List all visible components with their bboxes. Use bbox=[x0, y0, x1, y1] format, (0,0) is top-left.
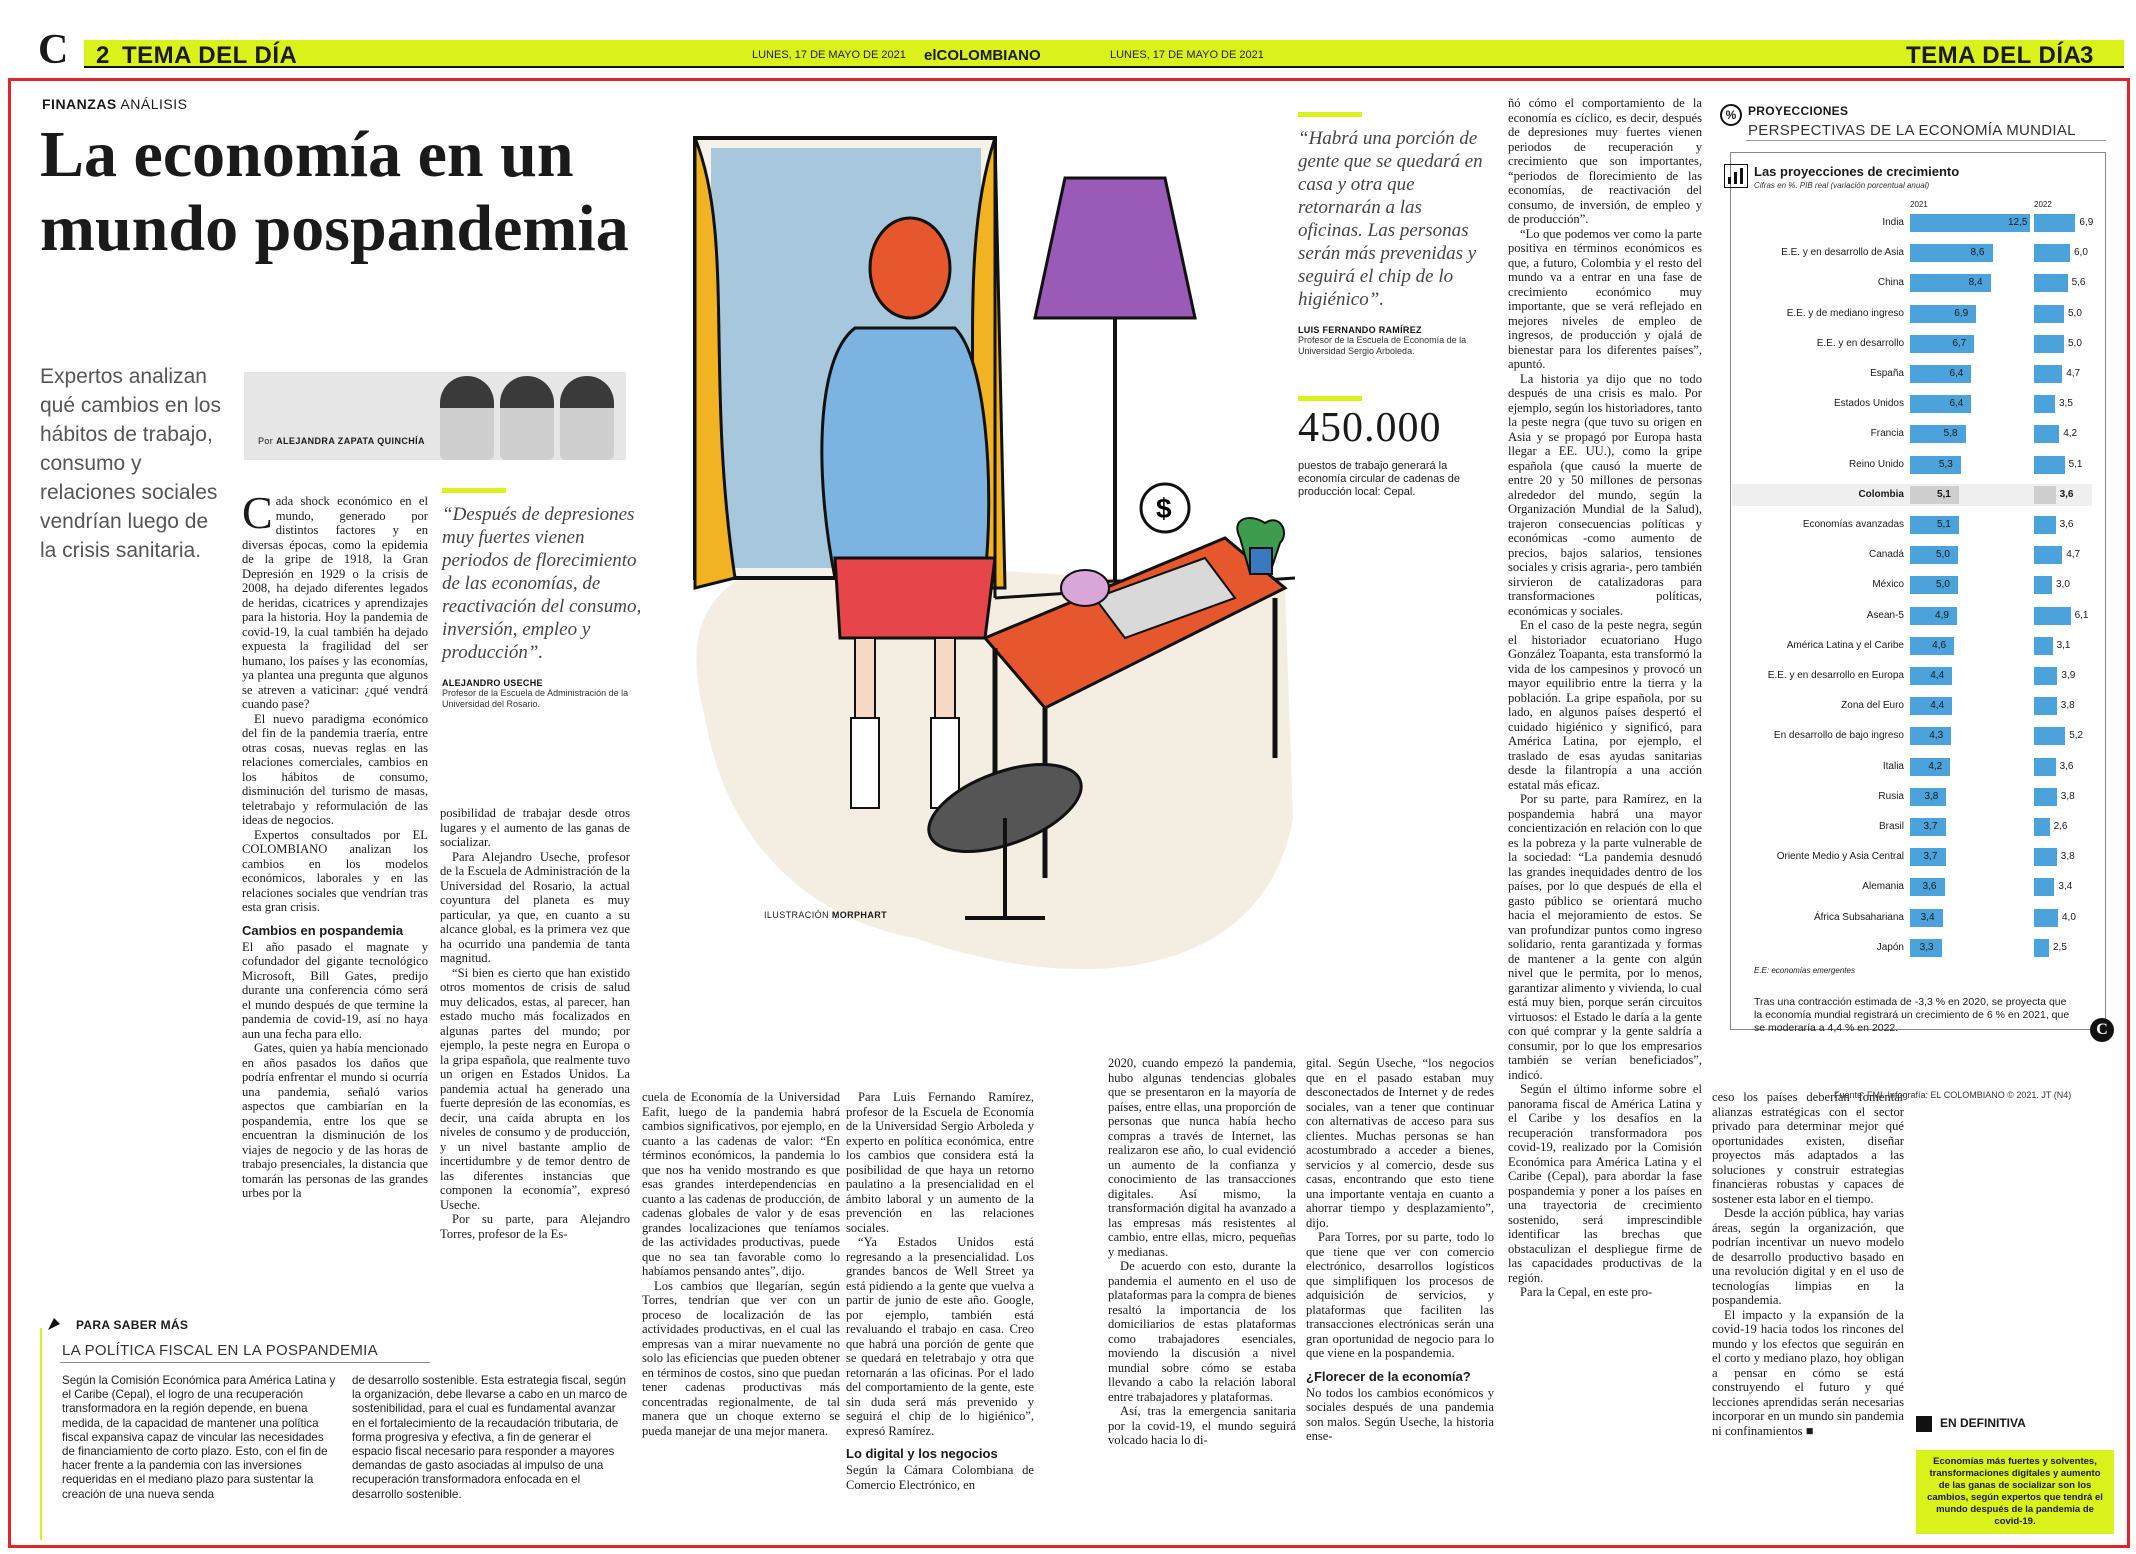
bar-2021 bbox=[1910, 576, 1958, 594]
chart-row bbox=[1732, 514, 2092, 536]
bar-2021 bbox=[1910, 516, 1959, 534]
value-label-2022: 3,4 bbox=[2058, 881, 2073, 893]
bar-2022 bbox=[2034, 878, 2054, 896]
value-label-2022: 5,1 bbox=[2068, 458, 2083, 470]
value-label-2021: 4,9 bbox=[1935, 609, 1949, 621]
chart-note: E.E: economías emergentes bbox=[1754, 966, 1855, 975]
paragraph: ceso los países deberían fomentar alianzas estratégicas con el sector privado para determinar mejor qué oportunidades existen, diseñar proyectos más adaptados a las soluciones y construir estrategias financieras robustas y capaces de sostener esta labor en el tiempo. bbox=[1712, 1090, 1904, 1206]
value-label-2022: 3,9 bbox=[2061, 670, 2076, 681]
article-dek: Expertos analizan qué cambios en los hábitos de trabajo, consumo y relaciones sociales vendrían luego de la crisis sanitaria. bbox=[40, 365, 221, 562]
drop-cap: C bbox=[242, 487, 273, 538]
article-column-2 bbox=[440, 806, 630, 1241]
bar-2022 bbox=[2034, 395, 2055, 413]
bar-2022 bbox=[2034, 909, 2058, 927]
bar-chart-icon bbox=[1724, 164, 1748, 188]
chart-row bbox=[1732, 574, 2092, 596]
value-label-2022: 3,6 bbox=[2059, 488, 2074, 500]
pull-quote-ramirez bbox=[1298, 112, 1488, 357]
value-label-2022: 5,0 bbox=[2068, 337, 2082, 349]
category-label: E.E. y en desarrollo en Europa bbox=[1767, 670, 1904, 681]
quote-role: Profesor de la Escuela de Administración de la Universidad del Rosario. bbox=[442, 688, 629, 709]
chart-row bbox=[1732, 725, 2092, 747]
category-label: E.E. y de mediano ingreso bbox=[1786, 307, 1904, 319]
quote-name: LUIS FERNANDO RAMÍREZ bbox=[1298, 325, 1422, 335]
category-label: Italia bbox=[1882, 760, 1904, 772]
paragraph: posibilidad de trabajar desde otros lugares y el aumento de las ganas de socializar. bbox=[440, 806, 630, 849]
author-photo bbox=[440, 376, 494, 460]
credit-prefix: ILUSTRACIÓN bbox=[764, 910, 829, 920]
growth-projections-chart bbox=[1714, 100, 2118, 1060]
value-label-2022: 2,6 bbox=[2053, 821, 2068, 832]
bar-2022 bbox=[2034, 305, 2064, 323]
value-label-2021: 4,6 bbox=[1932, 639, 1947, 651]
chart-row bbox=[1732, 907, 2092, 929]
chart-row bbox=[1732, 484, 2092, 506]
author-photo bbox=[500, 376, 554, 460]
chart-inner-title: Las proyecciones de crecimiento bbox=[1754, 164, 1960, 179]
bar-2022 bbox=[2034, 425, 2059, 443]
article-column-6 bbox=[1306, 1056, 1494, 1444]
bar-2022 bbox=[2034, 818, 2050, 836]
bar-2022 bbox=[2034, 788, 2057, 806]
chart-row bbox=[1732, 212, 2092, 234]
right-section-title: TEMA DEL DÍA bbox=[1906, 42, 2082, 69]
category-label: México bbox=[1872, 579, 1904, 591]
dollar-sign: $ bbox=[1156, 493, 1172, 524]
category-label: China bbox=[1877, 277, 1904, 289]
byline-box bbox=[244, 372, 626, 460]
paragraph: Para la Cepal, en este pro- bbox=[1520, 1285, 1653, 1299]
article-column-7 bbox=[1508, 96, 1702, 1300]
paragraph: El impacto y la expansión de la covid-19 hacia todos los rincones del mundo y los efectos que seguirán en el corto y mediano plazo, hoy obligan a pensar en cómo se está construyendo el futuro y qué lecciones aprendidas serán necesarias incorporar en un mundo sin pandemia ni confinamientos ■ bbox=[1712, 1307, 1904, 1438]
para-saber-mas-box bbox=[40, 1318, 630, 1540]
value-label-2021: 3,8 bbox=[1924, 790, 1939, 802]
value-label-2021: 5,3 bbox=[1938, 458, 1953, 470]
paragraph: El nuevo paradigma económico del fin de la pandemia traería, entre otras cosas, nuevas reglas en las relaciones comerciales, cambios en los hábitos de consumo, disminución del turismo de masas, teletrabajo y reformulación de las ideas de negocios. bbox=[242, 711, 428, 827]
bar-2022 bbox=[2034, 274, 2068, 292]
chart-row bbox=[1732, 272, 2092, 294]
value-label-2021: 8,6 bbox=[1970, 247, 1985, 259]
chart-row bbox=[1732, 333, 2092, 355]
value-label-2021: 4,4 bbox=[1930, 700, 1945, 712]
value-label-2021: 12,5 bbox=[2008, 217, 2028, 228]
en-definitiva-title: EN DEFINITIVA bbox=[1940, 1416, 2026, 1430]
left-section-title: TEMA DEL DÍA bbox=[122, 42, 298, 69]
sidebar-column-2: de desarrollo sostenible. Esta estrategia fiscal, según la organización, debe llevarse a cabo en un marco de sostenibilidad, para el cual es fundamental avanzar en el fortalecimiento de la recaudación tributaria, de forma progresiva y efectiva, a fin de generar el espacio fiscal necesario para responder a mayores demandas de gasto asociadas al impulso de una recuperación transformadora enfocada en el desarrollo sostenible. bbox=[352, 1374, 628, 1501]
value-label-2022: 3,1 bbox=[2056, 639, 2071, 651]
illustration-art bbox=[665, 118, 1295, 978]
subhead: ¿Florecer de la economía? bbox=[1306, 1368, 1471, 1384]
category-label: Asean-5 bbox=[1866, 609, 1904, 621]
category-label: India bbox=[1882, 217, 1904, 228]
chart-row bbox=[1732, 303, 2092, 325]
category-label: Oriente Medio y Asia Central bbox=[1776, 851, 1904, 863]
chart-source: Fuente: FMI. Infografía: EL COLOMBIANO © 2021. JT (N4) bbox=[1834, 1090, 2072, 1100]
paragraph: En el caso de la peste negra, según el historiador ecuatoriano Hugo González Toapanta, esta transformó la vida de los campesinos y provocó un mayor equilibrio entre la tierra y la población. La gripe española, por su lado, en algunos países despertó el cuidado higiénico y significó, para América Latina, por ejemplo, el traslado de esas ayudas sanitarias desde la filantropía a una acción estatal más eficaz. bbox=[1508, 618, 1702, 792]
value-label-2022: 3,6 bbox=[2059, 519, 2074, 530]
value-label-2022: 3,0 bbox=[2056, 579, 2070, 591]
illustration bbox=[665, 118, 1295, 978]
category-label: Estados Unidos bbox=[1833, 398, 1904, 410]
quote-text: “Después de depresiones muy fuertes vienen periodos de florecimiento de las economías, de reactivación del consumo, inversión, empleo y producción”. bbox=[442, 504, 642, 663]
stat-caption: puestos de trabajo generará la economía circular de cadenas de producción local: Cepal. bbox=[1298, 460, 1461, 498]
value-label-2021: 5,0 bbox=[1936, 579, 1950, 591]
stat-rule bbox=[1298, 396, 1362, 401]
chart-title-rule bbox=[1746, 140, 2106, 141]
chart-row bbox=[1732, 846, 2092, 868]
category-label: Economías avanzadas bbox=[1802, 519, 1904, 530]
chart-row bbox=[1732, 695, 2092, 717]
chart-row bbox=[1732, 363, 2092, 385]
paragraph: La historia ya dijo que no todo después de una crisis es malo. Por ejemplo, según los historiadores, tanto la peste negra (que tuvo su origen en Asia y se propagó por Europa hasta llegar a EE. UU.), como la gripe española (que causó la muerte de entre 20 y 50 millones de personas alrededor del mundo, según la Organización Mundial de la Salud), trajeron consecuencias políticas y económicas -como aumento de precios, bajos salarios, tensiones sociales y crisis agraria-, pero también sirvieron de catalizadoras para transformaciones políticas, económicas y sociales. bbox=[1508, 371, 1702, 618]
chart-row bbox=[1732, 756, 2092, 778]
chart-footnote: Tras una contracción estimada de -3,3 % en 2020, se proyecta que la economía mundial registrará un crecimiento de 6 % en 2021, que se moderaría a 4,4 % en 2022. bbox=[1754, 996, 2070, 1034]
chart-row bbox=[1732, 937, 2092, 959]
bar-2022 bbox=[2034, 697, 2057, 715]
bar-2022 bbox=[2034, 546, 2062, 564]
paragraph: Por su parte, para Alejandro Torres, profesor de la Es- bbox=[440, 1212, 630, 1241]
chart-row bbox=[1732, 393, 2092, 415]
quote-role: Profesor de la Escuela de Economía de la Universidad Sergio Arboleda. bbox=[1298, 335, 1467, 356]
chart-row bbox=[1732, 876, 2092, 898]
value-label-2021: 6,9 bbox=[1954, 307, 1969, 319]
brand-name: elCOLOMBIANO bbox=[924, 47, 1041, 64]
illustration-credit bbox=[764, 910, 887, 920]
left-page-number: 2 bbox=[96, 42, 110, 69]
value-label-2022: 2,5 bbox=[2053, 941, 2067, 953]
right-date: LUNES, 17 DE MAYO DE 2021 bbox=[1110, 49, 1264, 61]
quote-rule bbox=[442, 488, 506, 493]
value-label-2022: 6,9 bbox=[2079, 217, 2094, 228]
bar-2022 bbox=[2034, 244, 2070, 262]
sidebar-accent-line bbox=[40, 1328, 42, 1540]
paragraph: Así, tras la emergencia sanitaria por la covid-19, el mundo seguirá volcado hacia lo di- bbox=[1108, 1404, 1296, 1447]
article-kicker bbox=[42, 96, 187, 112]
bar-2021 bbox=[1910, 546, 1958, 564]
value-label-2022: 4,0 bbox=[2062, 911, 2076, 923]
category-label: América Latina y el Caribe bbox=[1786, 639, 1904, 651]
pull-quote-useche bbox=[442, 488, 642, 710]
chart-row bbox=[1732, 242, 2092, 264]
percent-icon: % bbox=[1720, 104, 1742, 126]
category-label: Alemania bbox=[1862, 881, 1904, 893]
paragraph: Para Luis Fernando Ramírez, profesor de la Escuela de Economía de la Universidad Sergio Arboleda y experto en política económica, entre los cambios que considera está la posibilidad de que haya un retorno paulatino a la presencialidad en el ámbito laboral y un aumento de la prevención en las relaciones sociales. bbox=[846, 1090, 1034, 1235]
paragraph: “Ya Estados Unidos está regresando a la presencialidad. Los grandes bancos de Well Street ya está pidiendo a la gente que vuelva a partir de junio de este año. Google, por ejemplo, también está revaluando el trabajo en casa. Creo que habrá una porción de gente que se quedará en teletrabajo y otra que retornarán a las oficinas. Por el lado del comportamiento de la gente, este sin duda será más prevenido y seguirá el chip de lo higiénico”, expresó Ramírez. bbox=[846, 1235, 1034, 1438]
paragraph: ñó cómo el comportamiento de la economía es cíclico, es decir, después de depresiones muy fuertes vienen periodos de recuperación y crecimiento que son importantes, “periodos de florecimiento de las economías, de reactivación del consumo, de inversión, de empleo y de producción”. bbox=[1508, 96, 1702, 226]
paragraph: Para Alejandro Useche, profesor de la Escuela de Administración de la Universidad del Rosario, la actual coyuntura del planeta es muy particular, ya que, en cuanto a su alcance global, es la primera vez que ha ocurrido una pandemia de tanta magnitud. bbox=[440, 849, 630, 965]
bar-2022 bbox=[2034, 576, 2052, 594]
bar-2022 bbox=[2034, 939, 2049, 957]
en-definitiva-body: Economías más fuertes y solventes, transformaciones digitales y aumento de las ganas de socializar son los cambios, según expertos que tendrá el mundo después de la pandemia de covid-19. bbox=[1916, 1450, 2114, 1534]
value-label-2022: 4,2 bbox=[2063, 428, 2078, 440]
author-photo bbox=[560, 376, 614, 460]
value-label-2021: 4,4 bbox=[1930, 670, 1945, 681]
bar-2022 bbox=[2034, 335, 2064, 353]
chart-row bbox=[1732, 816, 2092, 838]
bar-2022 bbox=[2034, 486, 2056, 504]
value-label-2021: 3,6 bbox=[1922, 881, 1937, 893]
byline bbox=[258, 436, 425, 446]
paragraph: 2020, cuando empezó la pandemia, hubo algunas tendencias globales que se presentaron en la mayoría de países, entre ellas, una proporción de personas que nunca había hecho compras a través de Internet, las realizaron ese año, lo cual evidenció un aumento de la confianza y conocimiento de las transacciones digitales. Así mismo, la transformación digital ha avanzado a las empresas más resistentes al cambio, entre ellas, micro, pequeñas y medianas. bbox=[1108, 1056, 1296, 1259]
sidebar-column-1: Según la Comisión Económica para América Latina y el Caribe (Cepal), el logro de una recuperación transformadora en la región depende, en buena medida, de la capacidad de mantener una política fiscal expansiva capaz de vincular las necesidades de financiamiento de corto plazo. Esto, con el fin de hacer frente a la pandemia con las inversiones requeridas en el mediano plazo para sustentar la creación de una nueva senda bbox=[62, 1374, 336, 1501]
chart-row bbox=[1732, 786, 2092, 808]
value-label-2022: 3,8 bbox=[2060, 851, 2075, 863]
sidebar-kicker: PARA SABER MÁS bbox=[76, 1318, 189, 1332]
bar-2022 bbox=[2034, 365, 2062, 383]
sidebar-title-rule bbox=[60, 1362, 430, 1363]
bar-2022 bbox=[2034, 848, 2057, 866]
value-label-2021: 5,8 bbox=[1943, 428, 1958, 440]
chart-row bbox=[1732, 635, 2092, 657]
value-label-2021: 6,4 bbox=[1949, 398, 1964, 410]
quote-name: ALEJANDRO USECHE bbox=[442, 678, 543, 688]
series-label-2021: 2021 bbox=[1910, 200, 1928, 209]
rocket-icon bbox=[44, 1314, 64, 1334]
quote-rule bbox=[1298, 112, 1362, 117]
value-label-2022: 3,6 bbox=[2059, 760, 2074, 772]
paragraph: Expertos consultados por EL COLOMBIANO analizan los cambios en los modelos económicos, laborales y en las relaciones sociales que vendrían tras esta gran crisis. bbox=[242, 827, 428, 914]
chart-row bbox=[1732, 605, 2092, 627]
value-label-2021: 4,2 bbox=[1928, 760, 1943, 772]
paragraph: Los cambios que llegarían, según Torres, tendrían que ver con un proceso de localización de las actividades productivas, en el cual las empresas van a mirar nuevamente no solo las eficiencias que pueden obtener en términos de costos, sino que puedan tener cadenas productivas más concentradas regionalmente, de tal manera que un choque externo se pueda manejar de una mejor manera. bbox=[642, 1278, 840, 1438]
chart-row bbox=[1732, 454, 2092, 476]
article-column-5 bbox=[1108, 1056, 1296, 1448]
bar-2022 bbox=[2034, 607, 2071, 625]
chart-kicker: PROYECCIONES bbox=[1748, 104, 1849, 118]
newspaper-logo: C bbox=[2090, 1018, 2114, 1042]
paragraph: “Si bien es cierto que han existido otros momentos de crisis de salud muy delicados, estas, al parecer, han estado mucho más focalizados en algunas partes del mundo; por ejemplo, la peste negra en Europa o la gripa española, que realmente tuvo un origen en Estados Unidos. La pandemia actual ha generado una fuerte depresión de las economías, es decir, una caída abrupta en los niveles de consumo y de producción, y un nivel bastante amplio de incertidumbre y de temor dentro de las diferentes instancias que componen la economía”, expresó Useche. bbox=[440, 965, 630, 1212]
bar-2021 bbox=[1910, 486, 1959, 504]
article-column-1 bbox=[242, 487, 428, 1201]
article-headline: La economía en un mundo pospandemia bbox=[40, 118, 629, 265]
value-label-2022: 5,0 bbox=[2068, 307, 2082, 319]
value-label-2021: 5,1 bbox=[1936, 519, 1951, 530]
bar-2022 bbox=[2034, 727, 2065, 745]
paragraph: No todos los cambios económicos y sociales después de una pandemia son malos. Según Useche, la historia ense- bbox=[1306, 1385, 1494, 1443]
byline-author: ALEJANDRA ZAPATA QUINCHÍA bbox=[276, 436, 425, 446]
right-page-number: 3 bbox=[2080, 42, 2094, 69]
en-definitiva-box bbox=[1916, 1416, 2114, 1534]
credit-name: MORPHART bbox=[831, 910, 888, 920]
subhead: Cambios en pospandemia bbox=[242, 922, 404, 938]
value-label-2021: 6,4 bbox=[1949, 368, 1964, 379]
paragraph: Por su parte, para Ramírez, en la pospandemia habrá una mayor concientización en relación con lo que es la pobreza y la parte vulnerable de la sociedad: “La pandemia desnudó las grandes inequidades dentro de los países, por lo que después de ella el gasto público se orientará mucho hacia el mejoramiento de estos. Se van profundizar puntos como ingreso solidario, renta garantizada y formas de mantener a la gente con algún nivel que le permita, por lo menos, garantizar alimento y vivienda, lo cual está muy bien, porque serán circuitos virtuosos: el Estado le daría a la gente con qué comprar y la gente saldría a consumir, por lo que los empresarios también se verían beneficiados”, indicó. bbox=[1508, 792, 1702, 1082]
value-label-2022: 3,8 bbox=[2060, 790, 2075, 802]
paragraph: Gates, quien ya había mencionado en años pasados los daños que podría enfrentar el mundo si ocurría una pandemia, señaló varios aspectos que cambiarían en la pospandemia, entre los que se encuentran la disminución de los viajes de negocio y de las horas de trabajo presenciales, la distancia que tomarán las personas de las grandes urbes por la bbox=[242, 1041, 428, 1200]
paragraph: De acuerdo con esto, durante la pandemia el aumento en el uso de plataformas para la compra de bienes resaltó la importancia de los domiciliarios de estas plataformas como trabajadores esenciales, moviendo la discusión a nivel mundial sobre cómo se estaba llevando a cabo la relación laboral entre trabajadores y plataformas. bbox=[1108, 1259, 1296, 1404]
page-header bbox=[0, 0, 2136, 74]
value-label-2021: 3,3 bbox=[1919, 941, 1934, 953]
category-label: Reino Unido bbox=[1848, 458, 1904, 470]
paragraph: Según el último informe sobre el panorama fiscal de América Latina y el Caribe y los desafíos en la recuperación transformadora pos covid-19, realizado por la Comisión Económica para América Latina y el Caribe (Cepal), para abordar la fase pospandemia y poner a los países en una trayectoria de crecimiento sostenido, será imprescindible identificar las brechas que obstaculizan el despliegue firme de las capacidades productivas de la región. bbox=[1508, 1082, 1702, 1285]
value-label-2021: 4,3 bbox=[1929, 730, 1944, 742]
series-label-2022: 2022 bbox=[2034, 200, 2052, 209]
chart-inner-subtitle: Cifras en %. PIB real (variación porcentual anual) bbox=[1754, 181, 1930, 190]
category-label: Canadá bbox=[1868, 549, 1904, 561]
paragraph: Según la Cámara Colombiana de Comercio Electrónico, en bbox=[846, 1463, 1034, 1492]
category-label: Colombia bbox=[1858, 488, 1904, 500]
paragraph: Para Torres, por su parte, todo lo que tiene que ver con comercio electrónico, desarrollos logísticos que simplifiquen los procesos de adquisición de servicios, y plataformas que faciliten las transacciones electrónicas serán una gran oportunidad de negocio para lo que viene en la pospandemia. bbox=[1306, 1230, 1494, 1360]
value-label-2022: 5,2 bbox=[2069, 730, 2084, 742]
value-label-2022: 3,8 bbox=[2060, 700, 2075, 712]
quote-text: “Habrá una porción de gente que se quedará en casa y otra que retornarán a las oficinas. Las personas serán más prevenidas y seguirá el chip de lo higiénico”. bbox=[1298, 128, 1483, 310]
paragraph: cuela de Economía de la Universidad Eafit, luego de la pandemia habrá cambios significativos, por ejemplo, en cuanto a las cadenas de valor: “En términos económicos, la pandemia lo que nos ha venido mostrando es que esas grandes interdependencias en cuanto a las cadenas de producción, de cadenas globales de valor y de esas grandes localizaciones que teníamos de las actividades productivas, puede que no sea tan favorable como lo habíamos pensando antes”, dijo. bbox=[642, 1090, 840, 1278]
category-label: En desarrollo de bajo ingreso bbox=[1773, 730, 1904, 742]
paragraph: El año pasado el magnate y cofundador del gigante tecnológico Microsoft, Bill Gates, predijo durante una conferencia cómo será el mundo después de que termine la pandemia de covid-19, así no haya aun una fecha para ello. bbox=[242, 939, 428, 1041]
header-bar bbox=[84, 40, 2124, 68]
value-label-2022: 6,1 bbox=[2074, 609, 2089, 621]
byline-prefix: Por bbox=[258, 436, 274, 446]
chart-row bbox=[1732, 423, 2092, 445]
value-label-2022: 6,0 bbox=[2074, 247, 2088, 259]
category-label: Brasil bbox=[1878, 821, 1904, 832]
chart-row bbox=[1732, 665, 2092, 687]
paragraph: Desde la acción pública, hay varias áreas, según la organización, que podrían incentivar un nuevo modelo de desarrollo productivo basado en una revolución digital y en el uso de tecnologías limpias en la pospandemia. bbox=[1712, 1206, 1904, 1307]
bar-2022 bbox=[2034, 456, 2065, 474]
bar-2022 bbox=[2034, 516, 2056, 534]
chart-title: PERSPECTIVAS DE LA ECONOMÍA MUNDIAL bbox=[1748, 122, 2076, 139]
bar-2021 bbox=[1910, 607, 1957, 625]
value-label-2021: 5,1 bbox=[1936, 488, 1951, 500]
subhead: Lo digital y los negocios bbox=[846, 1446, 998, 1461]
summary-icon bbox=[1916, 1416, 1932, 1432]
category-label: Zona del Euro bbox=[1841, 700, 1904, 712]
bar-2022 bbox=[2034, 667, 2057, 685]
category-label: E.E. y en desarrollo de Asia bbox=[1781, 247, 1904, 259]
value-label-2021: 3,4 bbox=[1920, 911, 1935, 923]
left-date: LUNES, 17 DE MAYO DE 2021 bbox=[752, 49, 906, 61]
category-label: Japón bbox=[1876, 941, 1904, 953]
value-label-2022: 4,7 bbox=[2066, 368, 2081, 379]
bar-2022 bbox=[2034, 758, 2056, 776]
bar-2022 bbox=[2034, 637, 2053, 655]
category-label: E.E. y en desarrollo bbox=[1816, 337, 1904, 349]
value-label-2021: 8,4 bbox=[1968, 277, 1983, 289]
paragraph: “Lo que podemos ver como la parte positiva en términos económicos es que, a futuro, Colombia y el resto del mundo va a entrar en una fase de crecimiento económico muy importante, que se verá reflejado en mejores niveles de empleo de ingresos, de producción y ojalá de bienestar para los diferentes países”, apuntó. bbox=[1508, 226, 1702, 371]
kicker-section: FINANZAS bbox=[42, 96, 117, 112]
newspaper-logo: C bbox=[38, 27, 69, 73]
article-column-3 bbox=[642, 1090, 840, 1438]
value-label-2022: 5,6 bbox=[2071, 277, 2086, 289]
category-label: Rusia bbox=[1878, 790, 1904, 802]
article-column-4 bbox=[846, 1090, 1034, 1492]
value-label-2022: 4,7 bbox=[2066, 549, 2081, 561]
article-column-8 bbox=[1712, 1090, 1904, 1438]
category-label: Francia bbox=[1870, 428, 1904, 440]
paragraph: ada shock económico en el mundo, generado por distintos factores y en diversas épocas, como la epidemia de la gripe de 1918, la Gran Depresión en 1929 o la crisis de 2008, ha dejado diferentes legados de heridas, cicatrices y aprendizajes para la historia. Hoy la pandemia de covid-19, la cual también ha dejado expuesta la fragilidad del ser humano, los países y las economías, ya plantea una pregunta que algunos se atreven a vaticinar: ¿qué vendrá cuando pase? bbox=[242, 494, 428, 711]
value-label-2021: 6,7 bbox=[1952, 337, 1967, 349]
chart-row bbox=[1732, 544, 2092, 566]
category-label: España bbox=[1870, 368, 1904, 379]
sidebar-title: LA POLÍTICA FISCAL EN LA POSPANDEMIA bbox=[62, 1342, 378, 1359]
bar-2021 bbox=[1910, 456, 1961, 474]
value-label-2021: 5,0 bbox=[1936, 549, 1950, 561]
bar-2022 bbox=[2034, 214, 2075, 232]
value-label-2022: 3,5 bbox=[2059, 398, 2073, 410]
paragraph: gital. Según Useche, “los negocios que en el pasado estaban muy desconectados de Internet y de redes sociales, van a tener que continuar con alternativas de acceso para sus clientes. Muchas personas se han acostumbrado a acceder a bienes, servicios y al comercio, desde sus casas, encontrando que esto tiene una importante ventaja en cuanto a ahorrar tiempo y desplazamiento”, dijo. bbox=[1306, 1056, 1494, 1230]
category-label: África Subsahariana bbox=[1813, 911, 1904, 923]
kicker-type: ANÁLISIS bbox=[120, 96, 188, 112]
value-label-2021: 3,7 bbox=[1923, 851, 1938, 863]
value-label-2021: 3,7 bbox=[1923, 821, 1938, 832]
stat-number: 450.000 bbox=[1298, 405, 1442, 451]
